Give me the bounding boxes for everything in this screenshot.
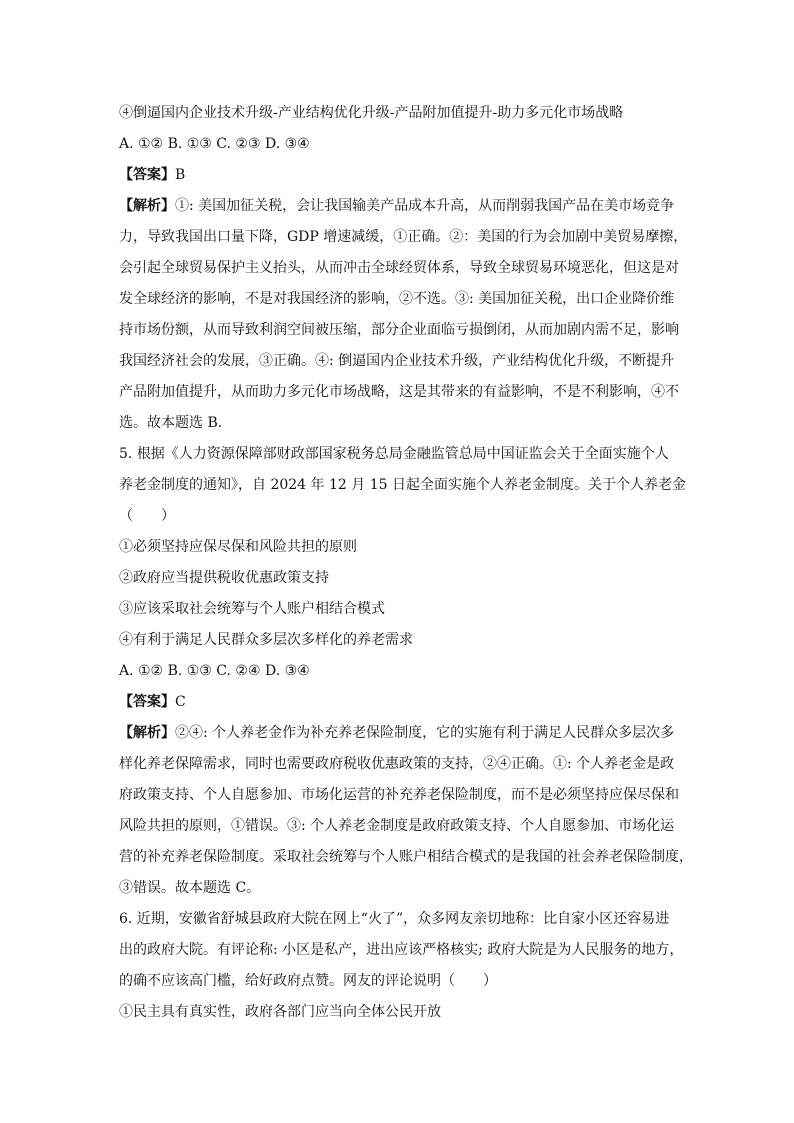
page-content: [119, 98, 693, 1028]
q4-analysis-line: [119, 191, 689, 222]
q6-stem-line: 的确不应该高门槛，给好政府点赞。网友的评论说明（ ）: [119, 973, 497, 989]
q5-stem-line: 养老金制度的通知》，自 2024 年 12 月 15 日起全面实施个人养老金制度。关于个人养老金: [119, 477, 686, 493]
q5-answer: [119, 687, 689, 718]
q6-stem-line: 6. 近期，安徽省舒城县政府大院在网上“火了”，众多网友亲切地称：比自家小区还容易进: [119, 911, 670, 927]
q5-analysis-line: 营的补充养老保险制度。采取社会统筹与个人账户相结合模式的是我国的社会养老保险制度，: [119, 849, 693, 865]
q5-option: ④有利于满足人民群众多层次多样化的养老需求: [119, 632, 413, 648]
q5-choices: A. ①② B. ①③ C. ②④ D. ③④: [119, 663, 310, 679]
q5-analysis-line: 风险共担的原则，①错误。③: 个人养老金制度是政府政策支持、个人自愿参加、市场化运: [119, 818, 675, 834]
q4-analysis-line: 我国经济社会的发展，③正确。④: 倒逼国内企业技术升级，产业结构优化升级，不断提升: [119, 353, 675, 369]
q4-answer: [119, 160, 689, 191]
q5-option: ③应该采取社会统筹与个人账户相结合模式: [119, 601, 385, 617]
analysis-label: 【解析】: [119, 725, 175, 741]
q5-analysis-line: 府政策支持、个人自愿参加、市场化运营的补充养老保险制度，而不是必须坚持应保尽保和: [119, 787, 679, 803]
q6-stem-line: 出的政府大院。有评论称: 小区是私产，进出应该严格核实; 政府大院是为人民服务的地方，: [119, 942, 684, 958]
q5-analysis-line: [119, 718, 689, 749]
answer-value: B: [175, 167, 186, 183]
q4-analysis-line: 选。故本题选 B.: [119, 415, 223, 431]
q5-stem-blank: （ ）: [119, 508, 175, 524]
q5-analysis-line: 样化养老保障需求，同时也需要政府税收优惠政策的支持，②④正确。①: 个人养老金是政: [119, 756, 675, 772]
q4-choices: A. ①② B. ①③ C. ②③ D. ③④: [119, 136, 310, 152]
analysis-label: 【解析】: [119, 198, 175, 214]
q5-option: ②政府应当提供税收优惠政策支持: [119, 570, 329, 586]
answer-value: C: [175, 694, 186, 710]
q6-option: ①民主具有真实性，政府各部门应当向全体公民开放: [119, 1004, 441, 1020]
analysis-text: ①: 美国加征关税，会让我国输美产品成本升高，从而削弱我国产品在美市场竞争: [175, 198, 675, 214]
q4-analysis-line: 产品附加值提升，从而助力多元化市场战略，这是其带来的有益影响，不是不利影响，④不: [119, 384, 679, 400]
q5-option: ①必须坚持应保尽保和风险共担的原则: [119, 539, 357, 555]
answer-label: 【答案】: [119, 167, 175, 183]
answer-label: 【答案】: [119, 694, 175, 710]
q5-stem-line: 5. 根据《人力资源保障部财政部国家税务总局金融监管总局中国证监会关于全面实施个人: [119, 446, 669, 462]
q4-option-4: ④倒逼国内企业技术升级-产业结构优化升级-产品附加值提升-助力多元化市场战略: [119, 105, 624, 121]
q5-analysis-line: ③错误。故本题选 C。: [119, 880, 261, 896]
q4-analysis-line: 会引起全球贸易保护主义抬头，从而冲击全球经贸体系，导致全球贸易环境恶化，但这是对: [119, 260, 679, 276]
q4-analysis-line: 力，导致我国出口量下降，GDP 增速减缓，①正确。②：美国的行为会加剧中美贸易摩擦，: [119, 229, 688, 245]
q4-analysis-line: 发全球经济的影响，不是对我国经济的影响，②不选。③: 美国加征关税，出口企业降价维: [119, 291, 675, 307]
analysis-text: ②④: 个人养老金作为补充养老保险制度，它的实施有利于满足人民群众多层次多: [175, 725, 675, 741]
q4-analysis-line: 持市场份额，从而导致利润空间被压缩，部分企业面临亏损倒闭，从而加剧内需不足，影响: [119, 322, 679, 338]
